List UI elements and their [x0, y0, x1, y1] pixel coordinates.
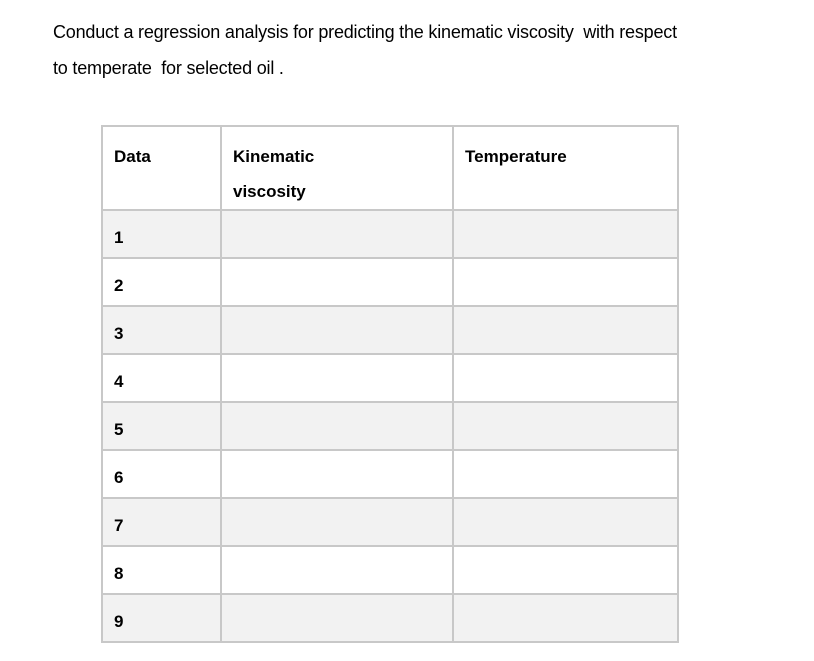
kinematic-viscosity-cell[interactable]	[221, 210, 453, 258]
kinematic-viscosity-cell[interactable]	[221, 498, 453, 546]
kinematic-viscosity-cell[interactable]	[221, 594, 453, 642]
temperature-cell[interactable]	[453, 306, 678, 354]
question-prompt	[53, 14, 793, 86]
data-table	[101, 125, 679, 643]
table-row	[102, 402, 678, 450]
table-header-row	[102, 126, 678, 210]
kinematic-viscosity-cell[interactable]	[221, 354, 453, 402]
table-row	[102, 546, 678, 594]
table-row	[102, 498, 678, 546]
temperature-cell[interactable]	[453, 594, 678, 642]
header-kinematic-viscosity	[221, 126, 453, 210]
header-kinematic-viscosity-label	[222, 127, 452, 209]
header-data-label: Data	[114, 147, 151, 166]
kinematic-viscosity-cell[interactable]	[221, 450, 453, 498]
table-row	[102, 450, 678, 498]
row-number-cell	[102, 354, 221, 402]
prompt-line-2: to temperate for selected oil .	[53, 58, 284, 78]
temperature-cell[interactable]	[453, 498, 678, 546]
row-number-cell	[102, 306, 221, 354]
row-number: 9	[114, 612, 124, 631]
row-number-cell	[102, 450, 221, 498]
header-data	[102, 126, 221, 210]
row-number: 6	[114, 468, 124, 487]
row-number: 5	[114, 420, 124, 439]
table-row	[102, 306, 678, 354]
row-number-cell	[102, 402, 221, 450]
row-number-cell	[102, 546, 221, 594]
temperature-cell[interactable]	[453, 546, 678, 594]
kinematic-viscosity-cell[interactable]	[221, 306, 453, 354]
header-temperature-label: Temperature	[465, 147, 567, 166]
temperature-cell[interactable]	[453, 210, 678, 258]
kinematic-viscosity-cell[interactable]	[221, 258, 453, 306]
header-temperature	[453, 126, 678, 210]
temperature-cell[interactable]	[453, 258, 678, 306]
table-row	[102, 210, 678, 258]
header-kinematic-line-2: viscosity	[233, 182, 306, 201]
kinematic-viscosity-cell[interactable]	[221, 546, 453, 594]
kinematic-viscosity-cell[interactable]	[221, 402, 453, 450]
row-number-cell	[102, 498, 221, 546]
row-number-cell	[102, 594, 221, 642]
row-number: 1	[114, 228, 124, 247]
prompt-line-1: Conduct a regression analysis for predicting the kinematic viscosity with respect	[53, 22, 677, 42]
temperature-cell[interactable]	[453, 402, 678, 450]
table-row	[102, 258, 678, 306]
header-kinematic-line-1: Kinematic	[233, 147, 315, 166]
row-number: 7	[114, 516, 124, 535]
row-number-cell	[102, 210, 221, 258]
table-row	[102, 594, 678, 642]
row-number-cell	[102, 258, 221, 306]
temperature-cell[interactable]	[453, 450, 678, 498]
row-number: 8	[114, 564, 124, 583]
temperature-cell[interactable]	[453, 354, 678, 402]
row-number: 2	[114, 276, 124, 295]
row-number: 4	[114, 372, 124, 391]
table-row	[102, 354, 678, 402]
row-number: 3	[114, 324, 124, 343]
